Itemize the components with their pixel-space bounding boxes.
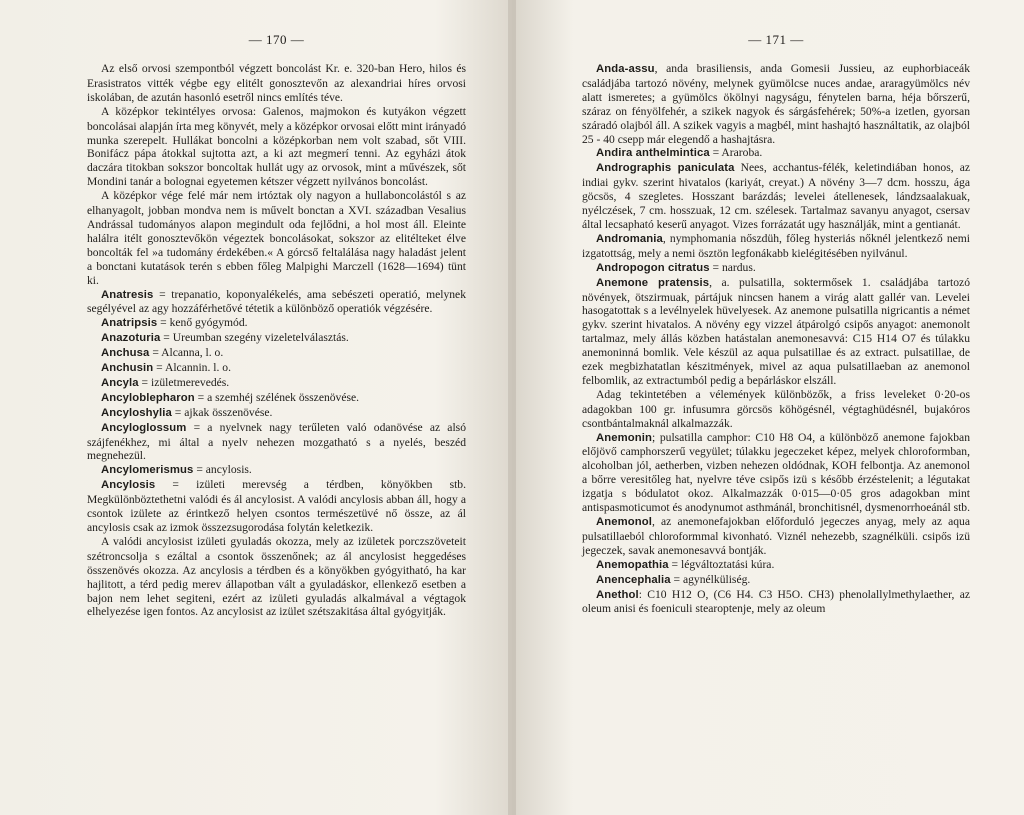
entry [582,515,970,558]
headword: Ancylosis [101,479,156,492]
headword: Andropogon citratus [596,261,710,274]
entry [582,261,970,276]
headword: Anatripsis [101,317,158,330]
headword: Anethol [596,588,639,601]
paragraph [87,105,466,189]
entry-text: , anda brasiliensis, anda Gomesii Jussieu, az euphorbiaceák családjába tartozó növény, melynek gyümölcse nuces andae, araragyümölcs név alatt ismeretes; a gyümölcs ökölnyi nagyságu, fénytelen barna, héja bőrszerű, száraz on fényölfehér, a szikek nagyok és sárgásfehérek; 50%-a izetlen, gyorsan száradó olajból áll. A szikek vagyis a magbél, mint hashajtó használtatik, az olajból 25 - 40 csepp már elegendő a hashajtásra. [582,62,970,146]
paragraph [87,535,466,619]
headword: Andira anthelmintica [596,147,710,160]
headword: Ancyloglossum [101,421,187,434]
entry-text: = légváltoztatási kúra. [668,557,775,571]
headword: Anchusin [101,362,154,375]
paragraph [582,388,970,431]
entry [87,391,466,406]
entry-text: = Alcannin. l. o. [153,361,231,375]
entry-text: , a. pulsatilla, soktermősek 1. családjába tartozó növények, ötszirmuak, pártájuk nincsen hanem a virág alatt gallér van. Levelei hasogatottak s a levélnyelek hüvelyesek. Az anemone pulsatilla nigricantis a német gykv. szerint hivatalos. A növény egy vizzel átpárolgó csipős anyagot: anemonolt tartalmaz, mely állás közben hatástalan anemonesavvá: C15 H14 O7 és túlakku anemoninná bomlik. Vele készül az aqua pulsatillae és az extract. pulsatillae, de ezek megbizhatatlan készitmények, mivel az aqua pulsatillaeban az anemonol felbomlik, az extractumból pedig a bepárláskor elszáll. [582,275,970,387]
entry [87,478,466,535]
entry-text: , nymphomania nőszdüh, főleg hysteriás nőknél jelentkező nemi izgatottság, mely a nemi ösztön legfonákabb kielégitésében nyilvánul. [582,231,970,260]
headword: Anemonin [596,431,653,444]
headword: Anchusa [101,347,150,360]
entry [582,431,970,515]
entry [87,316,466,331]
paragraph [87,62,466,105]
entry-text: = agynélküliség. [670,572,751,586]
entry-text: : C10 H12 O, (C6 H4. C3 H5O. CH3) phenolallylmethylaether, az oleum anisi és foeniculi stearoptenje, mely az oleum [582,587,970,616]
headword: Ancylomerismus [101,464,194,477]
entry-text: = izületmerevedés. [138,375,230,389]
headword: Ancyloshylia [101,406,172,419]
entry-text: = kenő gyógymód. [157,316,248,330]
entry [87,406,466,421]
entry [87,421,466,464]
entry-text: A középkor vége felé már nem irtóztak oly nagyon a hullaboncolástól s az elhanyagolt, jobban mondva nem is művelt bonctan a XVI. században Vesalius Andrással tudományos alapon megindult oda fejlődni, a hol most áll. Eleinte halálra itélt gonosztevőkön végeztek boncolásokat, sokszor az elitélteket élve boncolták fel »a tudomány érdekében.« A górcső feltalálása nagy haladást jelent a bonctani kutatások terén s ebben főleg Malpighi Marczell (1628—1694) tünt ki. [87,189,466,287]
entry-text: , az anemonefajokban előforduló jegeczes anyag, mely az aqua pulsatillaeból chloroformmal kivonható. Viznél nehezebb, szagnélküli. csipős izü jegeczek, savak anemonesavvá bontják. [582,515,970,557]
entry [582,573,970,588]
headword: Andrographis paniculata [596,162,735,175]
entry [582,161,970,232]
entry [582,558,970,573]
entry-text: = Ureumban szegény vizeletelválasztás. [160,331,349,345]
paragraph [87,189,466,287]
entry [582,232,970,261]
book-gutter [508,0,516,815]
entry-text: Nees, acchantus-félék, keletindiában honos, az indiai gykv. szerint hivatalos (kariyát, creyat.) A növény 3—7 dcm. hosszu, ága göcsös, 4 szegletes. Hosszant barázdás; levelei átellenesek, lándzsaalakuak, nyélczések, 7 cm. hosszuak, 12 cm. szélesek. Tartalmaz savanyu anyagot, csersav által lecsapható keserű anyagot. Vizes forrázatát ugy használják, mint a gentianát. [582,161,971,231]
headword: Ancyla [101,376,139,389]
entry-text: = izületi merevség a térdben, könyökben stb. Megkülönböztethetni valódi és ál ancylosist. A valódi ancylosis abban áll, hogy a csontok izülete az érintkező helyen csontos természetüvé nő össze, az ál ancylosis csak az izmok összezsugorodása folytán keletkezik. [87,478,466,534]
entry [582,146,970,161]
entry-text: = Alcanna, l. o. [149,346,224,360]
page-text [582,62,970,616]
headword: Andromania [596,232,663,245]
entry-text: = ancylosis. [193,463,252,477]
entry-text: = a nyelvnek nagy terűleten való odanövése az alsó szájfenékhez, mi által a nyelv nehezen mozgatható s a nyelés, beszéd megnehezül. [87,420,466,463]
entry [87,361,466,376]
entry-text: = ajkak összenövése. [171,405,273,419]
headword: Ancyloblepharon [101,391,195,404]
page-text [87,62,466,619]
entry-text: A valódi ancylosist izületi gyuladás okozza, mely az izületek porczszöveteit szétroncsolja s ezáltal a csontok összenőnek; az ál ancylosist heggedéses összenövés okozza. Az ancylosis a térdben és a könyökben gyógyitható, ha kar hajlitott, a térd pedig merev állapotban vált a gyuladáskor, ellenkező esetben a bajon nem lehet segiteni, ezért az izületi gyuladás alkalmával a végtagok elhelyezése igen fontos. Az ancylosist az izület szétszakitása által gyógyitják. [87,534,466,619]
page-number: — 170 — [248,32,305,47]
page-number: — 171 — [748,32,804,47]
entry-text: = nardus. [709,260,756,274]
headword: Anemonol [596,516,653,528]
entry-text: Az első orvosi szempontból végzett boncolást Kr. e. 320-ban Hero, hilos és Erasistratos vitték végbe egy elitélt gonosztevőn az alexandriai híres orvosi iskolában, de azután hasonló esetről nincs említés téve. [87,62,466,104]
entry [87,288,466,317]
entry-text: ; pulsatilla camphor: C10 H8 O4, a különböző anemone fajokban előjövő camphorszerű vegyület; túlakku jegeczeket képez, melyek chloroformban, alcoholban jól, aetherben, vizben nehezen oldódnak, KOH felbontja. Az anemonol a bőrre veresitőleg hat, nyelvre téve csipős izü s később érzéstelenit; a légutakat izgatja s bódulatot okoz. Alkalmazzák 0·015—0·05 gros adagokban mint antispasmoticumot és anodynumot asthmánál, bronchitisnél, dysmenorrhoeánál stb. [582,430,970,515]
entry-text: = a szemhéj szélének összenövése. [194,390,360,404]
headword: Anemopathia [596,558,669,571]
entry [87,346,466,361]
entry [87,376,466,391]
entry [582,276,970,388]
entry [87,463,466,478]
entry-text: A középkor tekintélyes orvosa: Galenos, majmokon és kutyákon végzett boncolásai alapján írta meg könyvét, mely a középkor orvosai előtt mint irányadó munka szerepelt. Hullákat boncolni a középkorban nem volt szabad, sőt VIII. Bonifácz pápa átokkal sujtotta azt, a ki azt megmerí tenni. Az egyházi átok daczára titokban sokszor boncoltak hullát ugy az orvosok, mint a művészek, sőt Mondini tanár a bolognai egyetemen kétszer végzett nyilvános boncolást. [87,104,466,189]
headword: Anencephalia [596,573,671,586]
headword: Anemone pratensis [596,276,710,289]
headword: Anda-assu [596,63,655,75]
entry [87,331,466,346]
entry [582,588,970,617]
entry [582,62,970,146]
headword: Anatresis [101,288,154,301]
headword: Anazoturia [101,332,161,345]
right-page [512,0,1024,815]
entry-text: Adag tekintetében a vélemények különbözők, a friss leveleket 0·20-os adagokban 100 gr. infusumra görcsös köhögésnél, végtaghüdésnél, bujakóros csontbántalmaknál alkalmazzák. [582,387,970,430]
entry-text: = trepanatio, koponyalékelés, ama sebészeti operatió, melynek segélyével az agy hozzáférhetővé tétetik a különböző operatiók végzésére. [87,287,466,316]
entry-text: = Araroba. [709,146,763,160]
